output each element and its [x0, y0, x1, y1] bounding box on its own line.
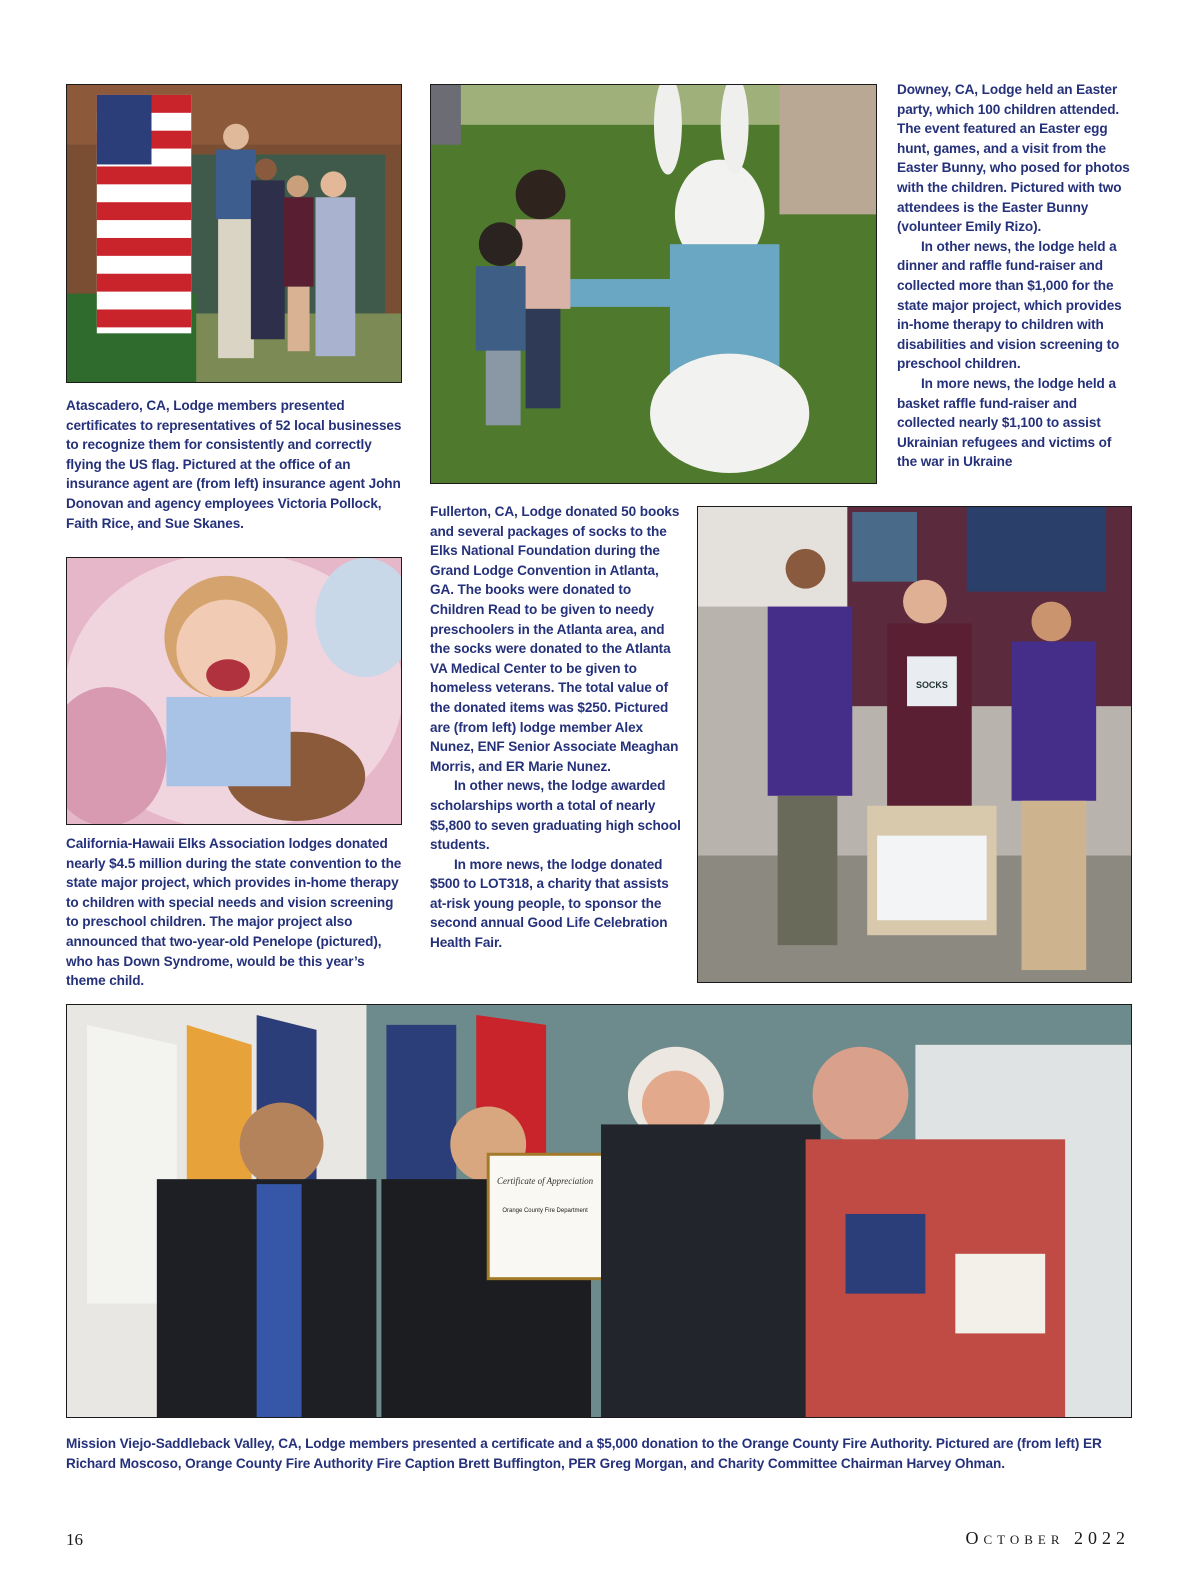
caption-lead: Mission Viejo-Saddleback Valley, CA,	[66, 1436, 302, 1451]
caption-lead: Atascadero, CA,	[66, 398, 170, 413]
issue-date: October 2022	[965, 1528, 1130, 1548]
caption-text: Lodge members presented a certificate and a $5,000 donation to the Orange County Fire Authority. Pictured are (from left) ER Richard Moscoso, Orange County Fire Authority Fire Caption Brett Buffington, PER Greg Morgan, and Charity Committee Chairman Harvey Ohman.	[66, 1436, 1102, 1471]
page-number: 16	[66, 1530, 83, 1549]
photo-easter-bunny	[430, 84, 877, 484]
photo-penelope	[66, 557, 402, 825]
photo-atascadero	[66, 84, 402, 383]
socks-label: SOCKS	[916, 680, 948, 691]
caption-paragraph: In more news, the lodge held a basket raffle fund-raiser and collected nearly $1,100 to assist Ukrainian refugees and victims of the war in Ukraine	[897, 375, 1116, 470]
caption-paragraph: In other news, the lodge held a dinner and raffle fund-raiser and collected more than $1,000 for the state major project, which provides in-home therapy to children with disabilities and vision screening to preschool children.	[897, 238, 1122, 372]
caption-text: Lodge members presented certificates to representatives of 52 local businesses to recognize them for consistently and correctly flying the US flag. Pictured at the office of an insurance agent are (from left) insurance agent John Donovan and agency employees Victoria Pollock, Faith Rice, and Sue Skanes.	[66, 398, 402, 531]
caption-lead: Fullerton, CA,	[430, 504, 518, 519]
photo-mission-viejo	[66, 1004, 1132, 1418]
caption-text: Lodge donated 50 books and several packages of socks to the Elks National Foundation during the Grand Lodge Convention in Atlanta, GA. The books were donated to Children Read to be given to needy preschoolers in the Atlanta area, and the socks were donated to the Atlanta VA Medical Center to be given to homeless veterans. The total value of the donated items was $250. Pictured are (from left) lodge member Alex Nunez, ENF Senior Associate Meaghan Morris, and ER Marie Nunez.	[430, 504, 680, 774]
caption-lead: California-Hawaii Elks Association	[66, 836, 285, 851]
certificate-recipient: Orange County Fire Department	[502, 1208, 588, 1214]
caption-paragraph: In other news, the lodge awarded scholarships worth a total of nearly $5,800 to seven graduating high school students.	[430, 778, 681, 853]
photo-fullerton-donation	[697, 506, 1132, 983]
caption-california-hawaii	[66, 834, 404, 991]
caption-atascadero	[66, 396, 404, 533]
caption-downey	[897, 80, 1133, 472]
caption-lead: Downey, CA,	[897, 82, 978, 97]
caption-text: Lodge held an Easter party, which 100 children attended. The event featured an Easter egg hunt, games, and a visit from the Easter Bunny, who posed for photos with the children. Pictured with two attendees is the Easter Bunny (volunteer Emily Rizo).	[897, 82, 1130, 235]
certificate-title: Certificate of Appreciation	[497, 1176, 594, 1187]
caption-text: lodges donated nearly $4.5 million during the state convention to the state major project, which provides in-home therapy to children with special needs and vision screening to preschool children. The major project also announced that two-year-old Penelope (pictured), who has Down Syndrome, would be this year’s theme child.	[66, 836, 402, 989]
caption-paragraph: In more news, the lodge donated $500 to LOT318, a charity that assists at-risk young people, to sponsor the second annual Good Life Celebration Health Fair.	[430, 856, 669, 951]
caption-mission-viejo	[66, 1434, 1132, 1473]
caption-fullerton	[430, 502, 683, 953]
